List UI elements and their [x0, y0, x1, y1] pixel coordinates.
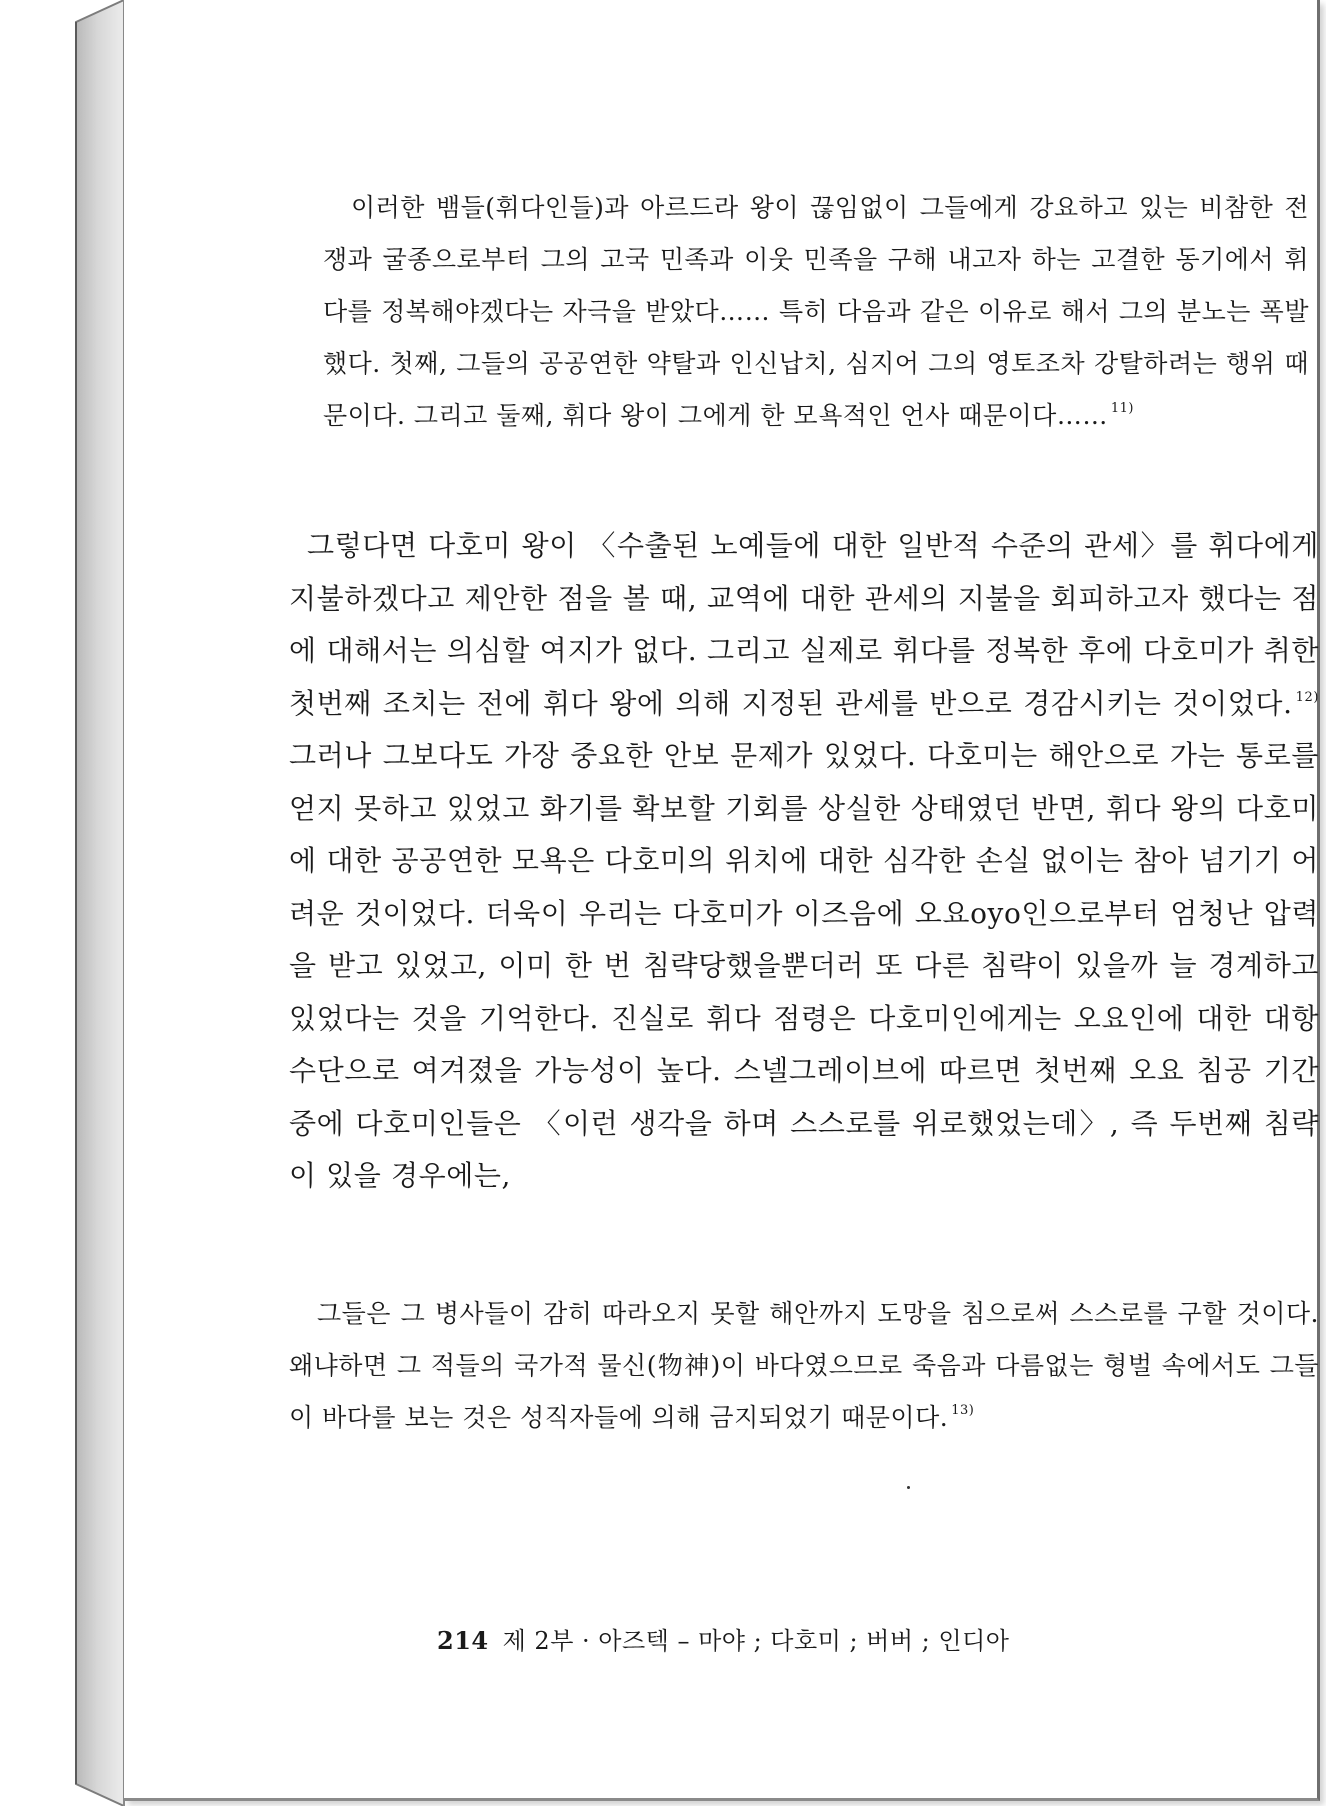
book-page: [124, 0, 1320, 1801]
body-paragraph-part1: 그렇다면 다호미 왕이 〈수출된 노예들에 대한 일반적 수준의 관세〉를 휘다에게 지불하겠다고 제안한 점을 볼 때, 교역에 대한 관세의 지불을 회피하고자 했다는 점에 대해서는 의심할 여지가 없다. 그리고 실제로 휘다를 정복한 후에 다호미가 취한 첫번째 조치는 전에 휘다 왕에 의해 지정된 관세를 반으로 경감시키는 것이었다.: [289, 529, 1319, 720]
page-footer: [437, 1621, 1009, 1656]
running-head: 제 2부 · 아즈텍 – 마야 ; 다호미 ; 버버 ; 인디아: [502, 1627, 1010, 1655]
stray-ink-dot: [907, 1486, 910, 1489]
footnote-ref-11: 11): [1110, 401, 1134, 416]
block-quote-1-text: 이러한 뱀들(휘다인들)과 아르드라 왕이 끊임없이 그들에게 강요하고 있는 비참한 전쟁과 굴종으로부터 그의 고국 민족과 이웃 민족을 구해 내고자 하는 고결한 동기에서 휘다를 정복해야겠다는 자극을 받았다…… 특히 다음과 같은 이유로 해서 그의 분노는 폭발했다. 첫째, 그들의 공공연한 약탈과 인신납치, 심지어 그의 영토조차 강탈하려는 행위 때문이다. 그리고 둘째, 휘다 왕이 그에게 한 모욕적인 언사 때문이다……: [323, 193, 1309, 430]
block-quote-2: [289, 1288, 1319, 1444]
body-paragraph: [289, 520, 1319, 1203]
body-paragraph-part2: 그러나 그보다도 가장 중요한 안보 문제가 있었다. 다호미는 해안으로 가는 통로를 얻지 못하고 있었고 화기를 확보할 기회를 상실한 상태였던 반면, 휘다 왕의 다호미에 대한 공공연한 모욕은 다호미의 위치에 대한 심각한 손실 없이는 참아 넘기기 어려운 것이었다. 더욱이 우리는 다호미가 이즈음에 오요oyo인으로부터 엄청난 압력을 받고 있었고, 이미 한 번 침략당했을뿐더러 또 다른 침략이 있을까 늘 경계하고 있었다는 것을 기억한다. 진실로 휘다 점령은 다호미인에게는 오요인에 대한 대항 수단으로 여겨졌을 가능성이 높다. 스넬그레이브에 따르면 첫번째 오요 침공 기간 중에 다호미인들은 〈이런 생각을 하며 스스로를 위로했었는데〉, 즉 두번째 침략이 있을 경우에는,: [289, 739, 1319, 1192]
page-number: 214: [437, 1626, 489, 1655]
block-quote-1: [289, 182, 1319, 442]
spine-graphic: [0, 0, 140, 1806]
footnote-ref-12: 12): [1295, 689, 1319, 705]
block-quote-2-text: 그들은 그 병사들이 감히 따라오지 못할 해안까지 도망을 침으로써 스스로를 구할 것이다. 왜냐하면 그 적들의 국가적 물신(物神)이 바다였으므로 죽음과 다름없는 형벌 속에서도 그들이 바다를 보는 것은 성직자들에 의해 금지되었기 때문이다.: [289, 1299, 1319, 1432]
book-spine-edge: [0, 0, 140, 1806]
footnote-ref-13: 13): [951, 1403, 975, 1418]
